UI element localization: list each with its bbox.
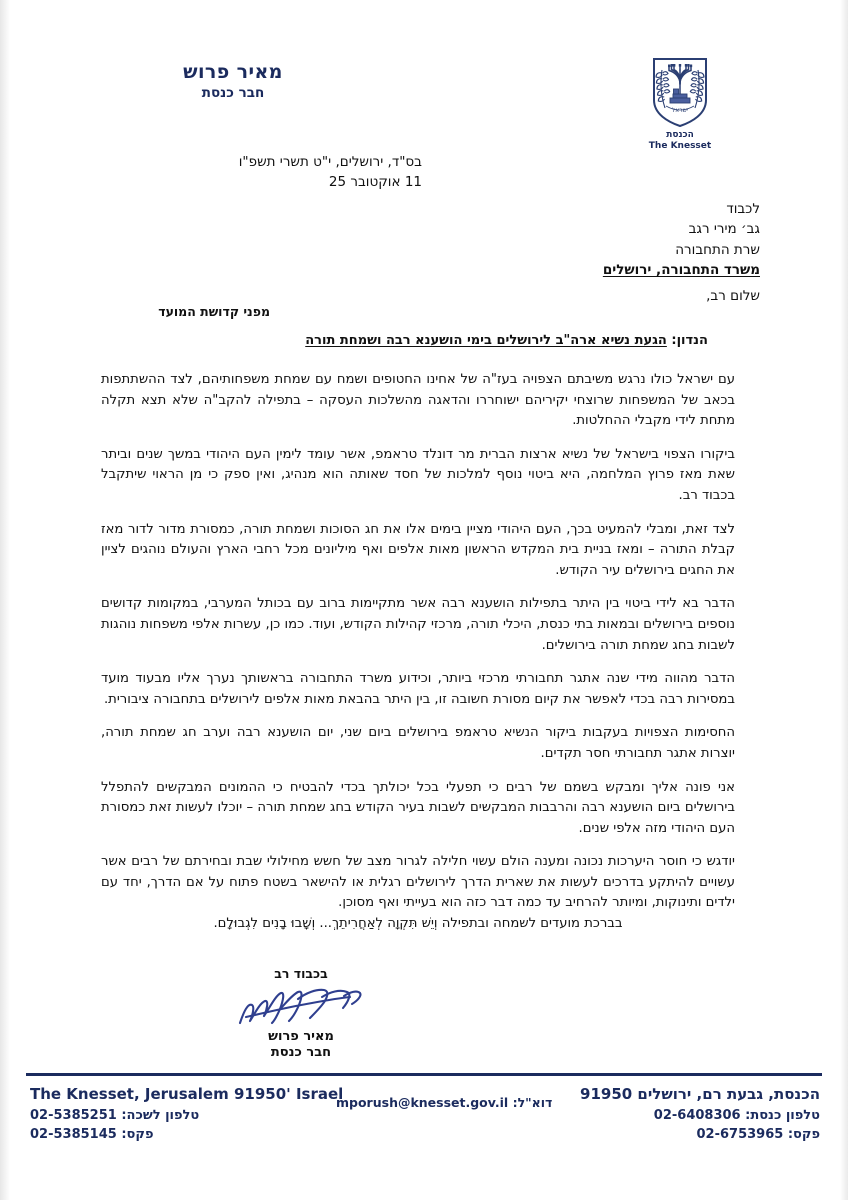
emblem-caption-english: The Knesset [648, 140, 712, 151]
scan-edge-right [840, 0, 848, 1200]
body-paragraph-6: החסימות הצפויות בעקבות ביקור הנשיא טראמפ בירושלים ביום שני, יום הושענא רבה וערב חג שמחת תורה, יוצרות אתגר תחבורתי חסר תקדים. [101, 725, 735, 761]
body-paragraph-7: אני פונה אליך ומבקש בשמם של רבים כי תפעלי בכל יכולתך בכדי להבטיח כי ההמונים המבקשים להתפלל בירושלים ביום הושענא רבה והרבבות המבקשים לשבות בעיר הקודש בחג שמחת תורה – יוכלו לעשות זאת כמסורת העם היהודי מזה אלפי שנים. [101, 779, 735, 836]
addressee-block [603, 199, 760, 280]
subject-label: הנדון: [666, 333, 708, 348]
subject-line [305, 333, 708, 348]
emblem-caption-hebrew: הכנסת [666, 130, 694, 140]
date-hebrew: בס"ד, ירושלים, י"ט תשרי תשפ"ו [238, 154, 422, 170]
body-paragraph-3: לצד זאת, ומבלי להמעיט בכך, העם היהודי מציין בימים אלו את חג הסוכות ושמחת תורה, כמסורת מדור לדור מאז קבלת התורה – ומאז בניית בית המקדש הראשון מאות אלפים ואף מיליונים מכל רחבי הארץ והעולם נוהגים לציין את החגים בירושלים עיר הקודש. [101, 521, 735, 578]
letter-footer [0, 1073, 848, 1200]
body-paragraph-8: יודגש כי חוסר היערכות נכונה ומענה הולם עשוי חלילה לגרור מצב של חשש מחילולי שבת ובחירתם של רבים אשר עשויים להיתקע בדרכים לעשות את שארית הדרך לירושלים רגלית או להישאר בשטח פתוח על אם הדרך, יחד עם ילדים ותינוקות, ומיותר להרחיב עד כמה דבר כזה הוא בעייתי ואף מסוכן. [101, 854, 735, 911]
letterhead [0, 0, 848, 150]
footer-fax-hebrew: פקס: 02-6753965 [696, 1127, 820, 1142]
body-paragraph-1: עם ישראל כולו נרגש משיבתם הצפויה בעז"ה של אחינו החטופים ושמח עם שמחת משפחותיהם, לצד ההשתתפות בכאב של המשפחות שרוצחי יקיריהם ישוחררו והדאגה מהשלכות העסקה – בתפילה להקב"ה שלא תצא תקלה מתחת לידי מקבלי ההחלטות. [101, 372, 735, 429]
footer-address-english: The Knesset, Jerusalem 91950' Israel [30, 1085, 344, 1103]
pre-subject-note: מפני קדושת המועד [158, 304, 270, 319]
greeting: שלום רב, [706, 288, 760, 304]
addressee-name: גב׳ מירי רגב [688, 221, 760, 238]
addressee-title: שרת התחבורה [675, 241, 760, 258]
letter-body [101, 370, 735, 948]
footer-divider [26, 1073, 822, 1076]
signatory-name: מאיר פרוש [268, 1029, 334, 1044]
footer-email-block [336, 1095, 552, 1110]
handwritten-signature [226, 983, 376, 1031]
body-paragraph-5: הדבר מהווה מידי שנה אתגר תחבורתי מרכזי ביותר, וכידוע משרד התחבורה בראשותך נערך אליו מבעוד מועד במסירות רבה בכדי לאפשר את קיום מסורת חשובה זו, בין היתר בהבאת מאות אלפים לירושלים בתחבורה ציבורית. [101, 671, 735, 707]
svg-text:ישראל: ישראל [671, 107, 689, 114]
letterhead-name: מאיר פרוש [183, 61, 283, 83]
subject-text: הגעת נשיא ארה"ב לירושלים בימי הושענא רבה ושמחת תורה [305, 333, 667, 348]
footer-hebrew-contact [580, 1083, 820, 1145]
body-paragraph-4: הדבר בא לידי ביטוי בין היתר בתפילות הושענא רבה אשר מתקיימות ברוב עם בכותל המערבי, במקומות קדושים נוספים בירושלים ובמאות בתי כנסת, היכלי תורה, מרכזי קהילות הקודש, ועוד. כמו כן, עשרות אלפי משפחות נוהגות לשבות בחג שמחת תורה בירושלים. [101, 596, 735, 653]
footer-english-contact [30, 1083, 343, 1145]
letterhead-name-block [143, 62, 323, 102]
scan-edge-left [0, 0, 10, 1200]
footer-email-label: דוא"ל: [508, 1095, 553, 1110]
knesset-emblem-icon [649, 56, 711, 128]
signatory-role: חבר כנסת [270, 1045, 332, 1061]
knesset-emblem-block [632, 56, 728, 152]
addressee-salutation: לכבוד [726, 201, 760, 217]
footer-office-fax: פקס: 02-5385145 [30, 1127, 154, 1142]
body-paragraph-2: ביקורו הצפוי בישראל של נשיא ארצות הברית מר דונלד טראמפ, אשר עומד לימין העם היהודי במשך שנים וביתר שאת מאז פרוץ המלחמה, היא ביטוי נוסף למלכות של חסד שאותה הוא מנהיג, ואין ספק כי מן הראוי שיתקבל בכבוד רב. [101, 446, 735, 503]
footer-phone-hebrew: טלפון כנסת: 02-6408306 [653, 1107, 820, 1123]
letterhead-role: חבר כנסת [201, 84, 265, 101]
date-block [122, 153, 422, 192]
footer-office-phone: טלפון לשכה: 02-5385251 [30, 1107, 200, 1123]
footer-address-hebrew: הכנסת, גבעת רם, ירושלים 91950 [580, 1085, 820, 1103]
date-gregorian: 11 אוקטובר 25 [328, 173, 422, 190]
signature-block [186, 966, 416, 1062]
footer-email-address[interactable]: mporush@knesset.gov.il [336, 1095, 509, 1110]
signature-regards: בכבוד רב [274, 966, 328, 981]
addressee-ministry: משרד התחבורה, ירושלים [602, 261, 760, 278]
closing-blessing: בברכת מועדים לשמחה ובתפילה וְיֵשׁ תִּקְוָה לְאַחֲרִיתֵךְ... וְשָׁבוּ בָנִים לִגְבוּלָם. [213, 916, 623, 932]
